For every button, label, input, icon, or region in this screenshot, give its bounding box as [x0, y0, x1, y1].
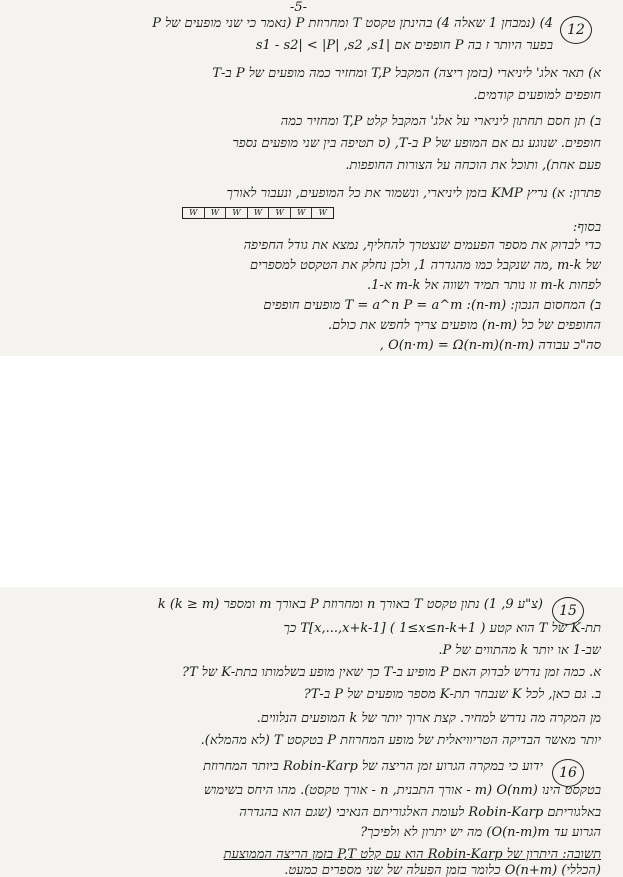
text-line: יותר מאשר הבדיקה הטריוויאלית של מופע המחרוזת P בטקסט T (לא מהמלא).	[200, 733, 601, 748]
text-line: של m-k ,מה שנקבל כמו מהגדרה 1, ולכן נחלק את הטקסט למספרים	[249, 258, 601, 273]
text-line: תת-K של T הוא קטע T[x,...,x+k-1] ( 1≤x≤n-k+1 ) כך	[283, 621, 601, 636]
array-cell: W	[205, 208, 227, 218]
text-line: חופפים. שנוגע גם אם המופע של P ב-T, (ס תטיפה בין שני מופעים נספר	[232, 136, 601, 151]
array-cell: W	[269, 208, 291, 218]
text-line: ידוע כי במקרה הגרוע זמן הריצה של Robin-Karp ביותר המחרוזת	[203, 759, 543, 774]
array-cell: W	[248, 208, 270, 218]
array-diagram	[182, 207, 334, 219]
text-line: מן המקרה מה נדרש למחיר. קצת ארוך יותר של k המופעים הנלווים.	[256, 711, 601, 726]
bottom-handwritten-section	[0, 587, 623, 877]
text-line: 4) (נמבחן 1 שאלה 4) בהינתן טקסט T ומחרוזת P (נאמר כי שני מופעים של P	[152, 16, 553, 31]
array-cell: W	[226, 208, 248, 218]
text-line: (צ"ע 9, 1) נתון טקסט T באורך n ומחרוזת P באורך m ומספר k (k ≥ m)	[157, 597, 543, 612]
text-line: חופפים למופעים קודמים.	[473, 88, 601, 103]
text-line: באלגוריתם Robin-Karp לעומת האלגוריתם הנאיבי (שגם הוא בהגדרה	[239, 805, 601, 820]
text-line: בטקסט הינו O(nm) (m - אורך התבנית, n - אורך טקסט). מהו היחס בשימוש	[203, 783, 601, 798]
text-line: הגרוע עד O(n-m)m) מה יש יתרון לא ולפיכך?	[360, 825, 601, 840]
solution-line: פתרון: א) נריץ KMP בזמן ליניארי, ונשמור את כל המופעים, ונעבור לאורך	[226, 186, 601, 201]
array-cell: W	[318, 208, 327, 217]
blank-gap	[0, 356, 623, 587]
text-line: החופפים של כל (n-m) מופעים צריך לחפש את כולם.	[327, 318, 601, 333]
text-line: סה"כ עבודה O(n·m) = Ω(n-m)(n-m) ,	[379, 338, 601, 353]
text-line: א. כמה זמן נדרש לבדוק האם P מופיע ב-T כך שאין מופע בשלמותו בתת-K של T?	[181, 665, 601, 680]
text-line: (הכללי) O(n+m) כלומר בזמן הפעלה של שני מספרים כמעט.	[284, 863, 601, 877]
page-marker: -5-	[290, 0, 308, 15]
text-line: א) תאר אלג' ליניארי (בזמן ריצה) המקבל T,P ומחזיר כמה מופעים של P ב-T	[212, 66, 601, 81]
text-line: ב) המחסום הנכון: T = a^n P = a^m :(n-m) מופעים חופפים	[263, 298, 601, 313]
text-line: ב) תן חסם תחתון ליניארי על אלג' המקבל קלט T,P ומחזיר כמה	[280, 114, 601, 129]
array-cell: W	[291, 208, 313, 218]
text-line: פעם אחת), ותוכל את הוכחה על הצורות החופפות.	[345, 158, 601, 173]
text-line: שב-1 או יותר k מהתווים של P.	[438, 643, 601, 658]
text-line: ב. גם כאן, לכל K שנבחר תת-K מספר מופעים של P ב-T?	[303, 687, 601, 702]
text-line: בסוף:	[572, 220, 601, 235]
answer-line: תשובה: היתרון של Robin-Karp הוא עם קלט P,T בזמן הריצה הממוצעת	[223, 847, 601, 862]
text-line: בפער היותר ז בה P חופפים אם |s1 - s2| < |P| ,s2 ,s1	[255, 38, 553, 53]
text-line: לפחות m-k זו נותר תמיד ושווה אל m-k א-1.	[367, 278, 601, 293]
array-cell: W	[183, 208, 205, 218]
text-line: כדי לבדוק את מספר הפעמים שנצטרך להחליף, נמצא את גודל החפיפה	[243, 238, 601, 253]
question-number-12: 12	[560, 16, 592, 44]
top-handwritten-section	[0, 0, 623, 356]
question-number-16: 16	[552, 759, 584, 787]
question-number-15: 15	[552, 597, 584, 625]
